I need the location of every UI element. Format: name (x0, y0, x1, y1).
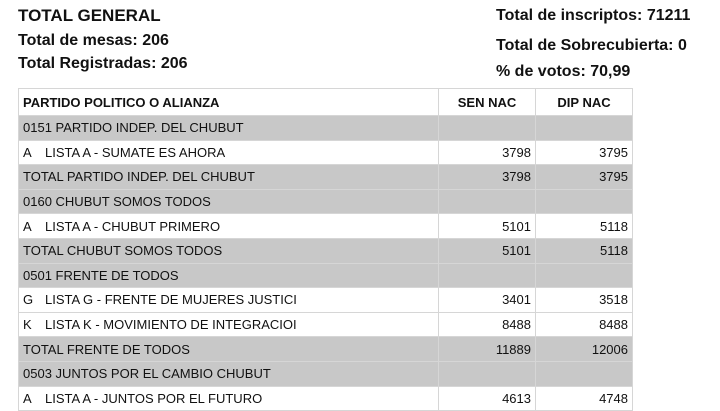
dip-nac-value: 8488 (536, 312, 633, 337)
list-row (19, 214, 633, 239)
sen-nac-value: 8488 (439, 312, 536, 337)
row-name-cell (19, 140, 439, 165)
results-table (18, 88, 633, 411)
row-name-cell (19, 214, 439, 239)
row-name-cell (19, 288, 439, 313)
summary-right (496, 6, 690, 88)
sen-nac-value: 5101 (439, 214, 536, 239)
table-body (19, 116, 633, 411)
list-name: LISTA G - FRENTE DE MUJERES JUSTICI (45, 292, 297, 308)
row-name-cell: TOTAL PARTIDO INDEP. DEL CHUBUT (19, 165, 439, 190)
list-name: LISTA K - MOVIMIENTO DE INTEGRACIOI (45, 317, 297, 333)
row-name-cell: 0503 JUNTOS POR EL CAMBIO CHUBUT (19, 361, 439, 386)
list-letter: A (23, 144, 32, 160)
row-name-cell: TOTAL CHUBUT SOMOS TODOS (19, 238, 439, 263)
total-mesas: Total de mesas: 206 (18, 32, 169, 49)
header-sen-nac: SEN NAC (439, 89, 536, 116)
dip-nac-value: 12006 (536, 337, 633, 362)
sen-nac-value: 4613 (439, 386, 536, 411)
row-name-cell: 0151 PARTIDO INDEP. DEL CHUBUT (19, 116, 439, 141)
sen-nac-value: 11889 (439, 337, 536, 362)
list-letter: K (23, 317, 32, 333)
sen-nac-value: 3401 (439, 288, 536, 313)
header-dip-nac: DIP NAC (536, 89, 633, 116)
list-row (19, 386, 633, 411)
row-name-cell (19, 386, 439, 411)
sen-nac-value: 3798 (439, 165, 536, 190)
total-row (19, 165, 633, 190)
dip-nac-value: 3795 (536, 165, 633, 190)
dip-nac-value: 5118 (536, 238, 633, 263)
list-name: LISTA A - CHUBUT PRIMERO (45, 218, 221, 234)
total-row (19, 238, 633, 263)
party-row (19, 189, 633, 214)
dip-nac-value (536, 263, 633, 288)
total-registradas: Total Registradas: 206 (18, 55, 188, 72)
total-inscriptos: Total de inscriptos: 71211 (496, 7, 691, 24)
row-name-cell: TOTAL FRENTE DE TODOS (19, 337, 439, 362)
list-row (19, 312, 633, 337)
sen-nac-value (439, 361, 536, 386)
party-row (19, 263, 633, 288)
total-row (19, 337, 633, 362)
list-name: LISTA A - SUMATE ES AHORA (45, 144, 226, 160)
list-letter: A (23, 390, 32, 406)
sen-nac-value (439, 189, 536, 214)
dip-nac-value (536, 189, 633, 214)
list-row (19, 140, 633, 165)
party-row (19, 361, 633, 386)
sen-nac-value: 5101 (439, 238, 536, 263)
list-name: LISTA A - JUNTOS POR EL FUTURO (45, 390, 263, 406)
summary-left (18, 6, 188, 74)
sen-nac-value (439, 263, 536, 288)
list-letter: G (23, 292, 34, 308)
table-header-row (19, 89, 633, 116)
dip-nac-value: 3795 (536, 140, 633, 165)
header-partido: PARTIDO POLITICO O ALIANZA (19, 89, 439, 116)
row-name-cell (19, 312, 439, 337)
sen-nac-value: 3798 (439, 140, 536, 165)
party-row (19, 116, 633, 141)
porcentaje-votos: % de votos: 70,99 (496, 63, 631, 80)
dip-nac-value: 5118 (536, 214, 633, 239)
dip-nac-value (536, 116, 633, 141)
summary-title: TOTAL GENERAL (18, 6, 161, 25)
row-name-cell: 0501 FRENTE DE TODOS (19, 263, 439, 288)
total-sobrecubierta: Total de Sobrecubierta: 0 (496, 37, 687, 54)
sen-nac-value (439, 116, 536, 141)
row-name-cell: 0160 CHUBUT SOMOS TODOS (19, 189, 439, 214)
list-row (19, 288, 633, 313)
dip-nac-value (536, 361, 633, 386)
list-letter: A (23, 218, 32, 234)
dip-nac-value: 4748 (536, 386, 633, 411)
dip-nac-value: 3518 (536, 288, 633, 313)
